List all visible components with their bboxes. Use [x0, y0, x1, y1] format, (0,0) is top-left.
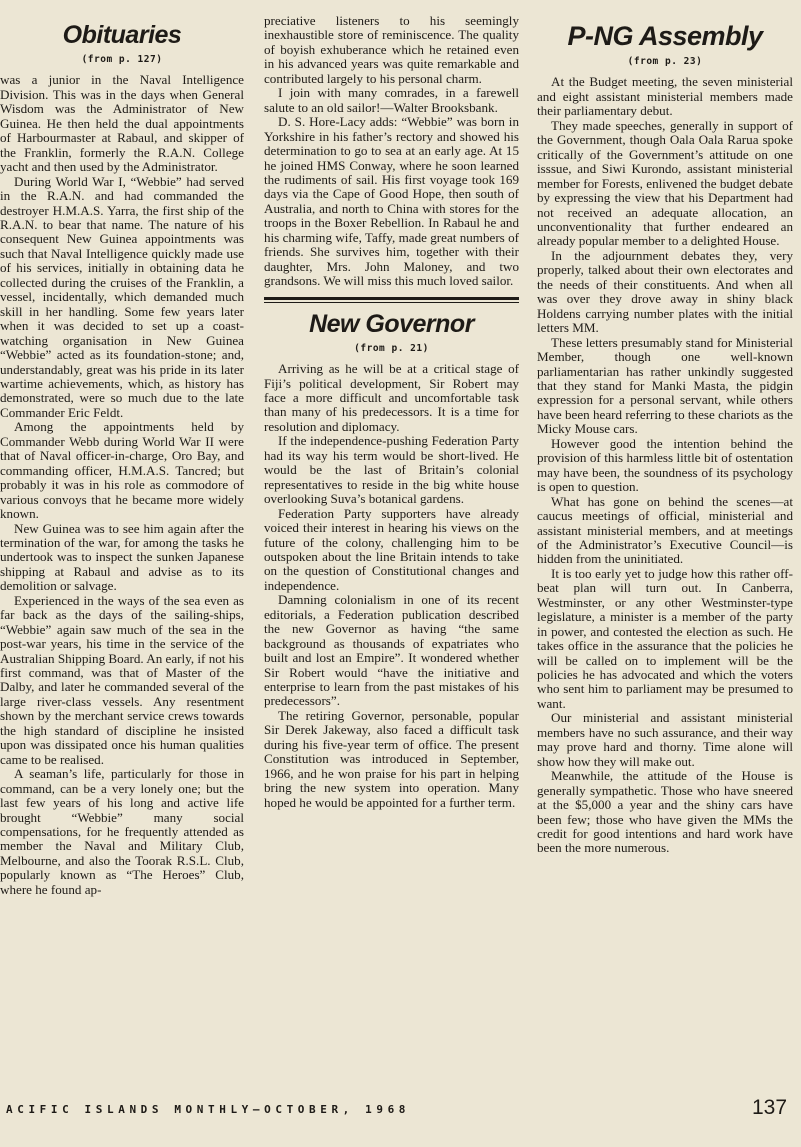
middle-column	[264, 14, 519, 810]
obituaries-paragraph: Experienced in the ways of the sea even as far back as the days of the sailing-ships, “Webbie” again saw much of the sea in the post-war years, his time in the service of the Australian Shipping Board. An early, if not his first command, was that of Master of the Dalby, and later he commanded several of the large river-class vessels. Any resentment shown by the merchant service crews towards the high standard of discipline he insisted upon was dissipated once his human qualities came to be realised.	[0, 592, 244, 767]
obituaries-heading: Obituaries	[62, 21, 182, 49]
obituaries-paragraph: Among the appointments held by Commander Webb during World War II were that of Naval officer-in-charge, Oro Bay, and commanding officer, H.M.A.S. Tancred; but probably it was in his role as commodore of various convoys that he became more widely known.	[0, 419, 244, 522]
obituaries-paragraph: I join with many comrades, in a farewell salute to an old sailor!—Walter Brooksbank.	[264, 85, 519, 115]
new-governor-paragraph: Damning colonialism in one of its recent editorials, a Federation publication described the new Governor as having “the same background as thousands of expatriates who built and lost an Empire”. It wondered whether Sir Robert would “have the initiative and enterprise to learn from the past mistakes of his predecessors”.	[264, 592, 519, 709]
png-assembly-paragraph: At the Budget meeting, the seven ministerial and eight assistant ministerial members made their parliamentary debut.	[537, 74, 793, 119]
new-governor-continued-from: (from p. 21)	[354, 342, 429, 354]
png-assembly-paragraph: What has gone on behind the scenes—at caucus meetings of official, ministerial and assistant ministerial members, and at meetings of the Administrator’s Executive Council—is hidden from the uninitiated.	[537, 493, 793, 567]
png-assembly-paragraph: Our ministerial and assistant ministerial members have no such assurance, and their way may prove hard and thorny. Time alone will show how they will make out.	[537, 710, 793, 769]
png-assembly-paragraph: These letters presumably stand for Ministerial Member, though one well-known parliamentarian has rather unkindly suggested that they stand for Manki Masta, the pidgin expression for a personal servant, while others have been heard referring to these chariots as the Micky Mouse cars.	[537, 334, 793, 437]
png-assembly-column	[537, 14, 793, 856]
obituaries-paragraph: was a junior in the Naval Intelligence Division. This was in the days when General Wisdom was the Administrator of New Guinea. He then held the dual appointments of Harbourmaster at Rabaul, and skipper of the Franklin, formerly the R.A.N. College yacht and then used by the Administrator.	[0, 72, 244, 175]
obituaries-paragraph: D. S. Hore-Lacy adds: “Webbie” was born in Yorkshire in his father’s rectory and showed his determination to go to sea at an early age. At 15 he joined HMS Conway, where he soon learned the rudiments of sail. His first voyage took 169 days via the Cape of Good Hope, then south of Australia, and north to China with stores for the troops in the Boxer Rebellion. In Rabaul he and his charming wife, Taffy, made great numbers of friends. She survives him, together with their daughter, Mrs. John Maloney, and two grandsons. We will miss this much loved sailor.	[264, 114, 519, 289]
new-governor-paragraph: Arriving as he will be at a critical stage of Fiji’s political development, Sir Robert may face a more difficult and uncomfortable task than many of his predecessors. It is a time for resolution and diplomacy.	[264, 361, 519, 434]
new-governor-paragraph: Federation Party supporters have already voiced their interest in hearing his views on the future of the colony, challenging him to be outspoken about the line Britain intends to take on the question of Constitutional changes and independence.	[264, 505, 519, 593]
png-assembly-paragraph: Meanwhile, the attitude of the House is generally sympathetic. Those who have sneered at the $5,000 a year and the shiny cars have been few; those who have given the MMs the credit for good intentions and hard work have been the more numerous.	[537, 768, 793, 856]
obituaries-continued-from: (from p. 127)	[81, 54, 163, 65]
running-footer: ACIFIC ISLANDS MONTHLY—OCTOBER, 1968	[6, 1103, 411, 1116]
section-divider	[264, 297, 519, 303]
obituaries-paragraph: During World War I, “Webbie” had served in the R.A.N. and had commanded the destroyer H.M.A.S. Yarra, the first ship of the R.A.N. to bear that name. The nature of his consequent New Guinea appointments was such that Naval Intelligence quickly made use of his services, initially in obtaining data he collected during the cruises of the Franklin, a vessel, incidentally, which demanded much skill in her handling. Some few years later when it was decided to set up a coast-watching organisation in New Guinea “Webbie” acted as its foundation-stone; and, understandably, great was his pride in its later wartime achievements, which, as history has demonstrated, were so much due to the late Commander Eric Feldt.	[0, 173, 244, 420]
png-assembly-paragraph: However good the intention behind the provision of this harmless little bit of ostentation may have been, the soundness of its psychology is open to question.	[537, 435, 793, 495]
page-number: 137	[752, 1096, 788, 1119]
new-governor-paragraph: If the independence-pushing Federation Party had its way his term would be short-lived. He would be the last of Britain’s colonial representatives to reside in the big white house overlooking Suva’s botanical gardens.	[264, 433, 519, 507]
png-assembly-heading: P-NG Assembly	[567, 21, 763, 51]
obituaries-paragraph: A seaman’s life, particularly for those in command, can be a very lonely one; but the last few years of his long and active life brought “Webbie” many social compensations, for he frequently attended as member the Naval and Military Club, Melbourne, and also the Toorak R.S.L. Club, popularly known as “The Heroes” Club, where he found ap-	[0, 766, 244, 897]
obituaries-paragraph: New Guinea was to see him again after the termination of the war, for among the tasks he undertook was to inspect the sunken Japanese shipping at Rabaul and advise as to its demolition or salvage.	[0, 520, 244, 594]
obituaries-paragraph: preciative listeners to his seemingly inexhaustible store of reminiscence. The quality of boyish exhuberance which he retained even in his advanced years was quite remarkable and contributed largely to his personal charm.	[264, 14, 519, 86]
png-assembly-paragraph: They made speeches, generally in support of the Government, though Oala Oala Rarua spoke critically of the Government’s attitude on one isssue, and Siwi Kurondo, assistant ministerial member for Forests, enlivened the budget debate by expressing the view that his Department had not received an adequate allocation, an unconventionality that further endeared an already popular member to a delighted House.	[537, 117, 793, 249]
png-assembly-continued-from: (from p. 23)	[627, 56, 703, 67]
new-governor-heading: New Governor	[309, 309, 474, 338]
obituaries-column	[0, 14, 244, 897]
png-assembly-paragraph: In the adjournment debates they, very properly, talked about their own electorates and the needs of their constituents. And when all was over they drove away in shiny black Holdens carrying number plates with the initial letters MM.	[537, 247, 793, 336]
new-governor-paragraph: The retiring Governor, personable, popular Sir Derek Jakeway, also faced a difficult task during his five-year term of office. The present Constitution was introduced in September, 1966, and he won praise for his part in helping bring the new system into operation. Many hoped he would be appointed for a further term.	[264, 707, 519, 810]
png-assembly-paragraph: It is too early yet to judge how this rather off-beat plan will turn out. In Canberra, Westminster, or any other Westminster-type legislature, a minister is a member of the party in power, and contested the election as such. He takes office in the assurance that the policies he will be called on to implement will be the policies he has advocated and which the voters who sent him to parliament may be presumed to want.	[537, 565, 793, 711]
